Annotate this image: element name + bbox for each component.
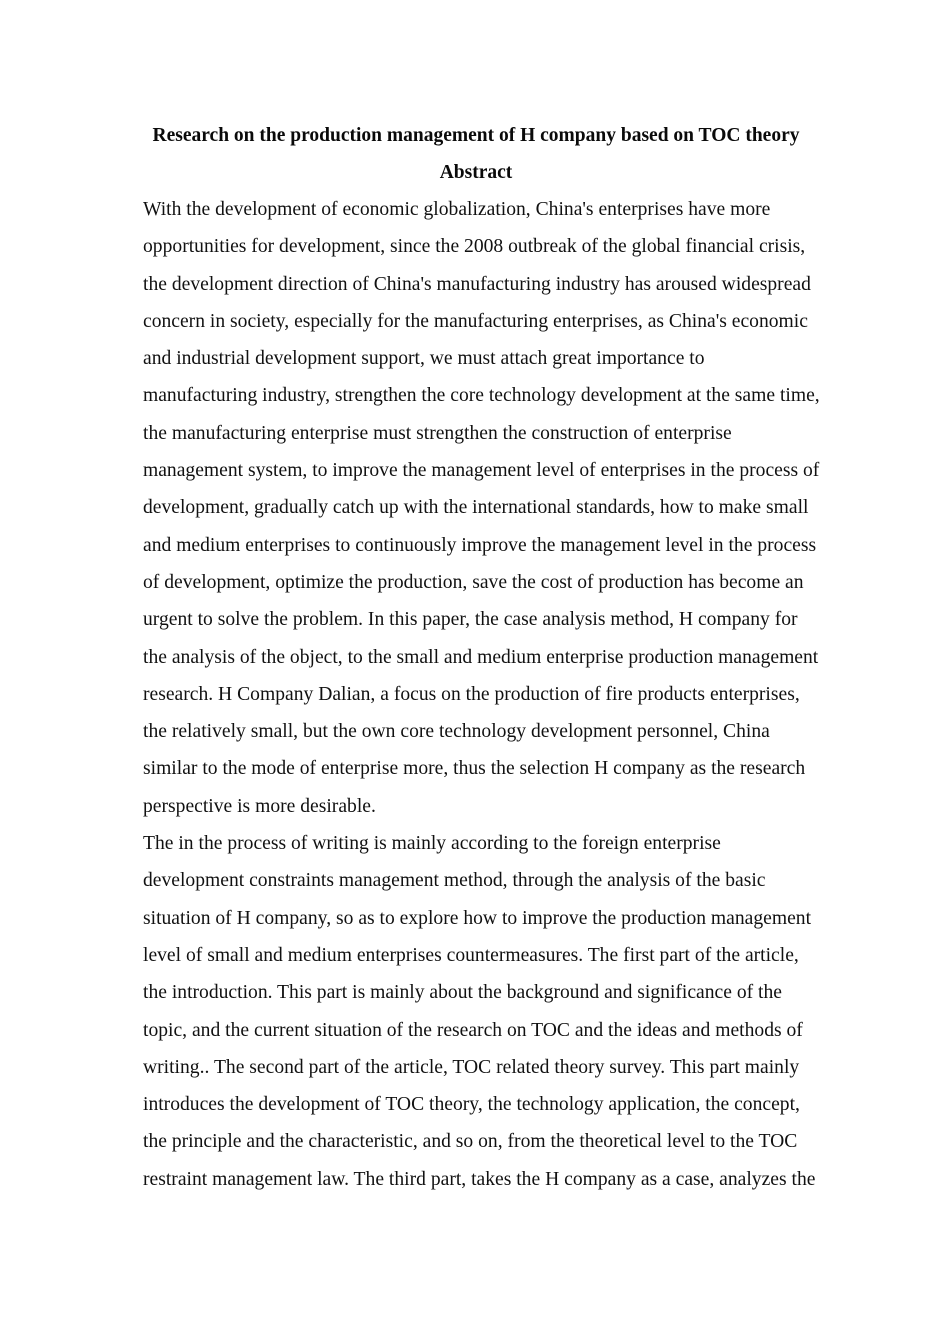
text-line: situation of H company, so as to explore how to improve the production management: [143, 907, 812, 929]
text-line: development constraints management method, through the analysis of the basic: [143, 870, 766, 892]
document-content: [143, 118, 820, 1198]
page-title: Research on the production management of H company based on TOC theory: [152, 125, 800, 146]
text-line: introduces the development of TOC theory, the technology application, the concept,: [143, 1094, 800, 1116]
text-line: the relatively small, but the own core technology development personnel, China: [143, 721, 770, 743]
text-line: and medium enterprises to continuously improve the management level in the process: [143, 534, 817, 556]
text-line: opportunities for development, since the 2008 outbreak of the global financial crisis,: [143, 236, 806, 258]
abstract-paragraph-1: [143, 191, 820, 825]
text-line: research. H Company Dalian, a focus on the production of fire products enterprises,: [143, 683, 800, 705]
text-line: concern in society, especially for the manufacturing enterprises, as China's economic: [143, 310, 808, 332]
text-line: With the development of economic globalization, China's enterprises have more: [143, 199, 771, 220]
text-line: manufacturing industry, strengthen the core technology development at the same time,: [143, 385, 820, 407]
text-line: management system, to improve the management level of enterprises in the process of: [143, 460, 820, 482]
text-line: The in the process of writing is mainly according to the foreign enterprise: [143, 833, 721, 855]
text-line: the development direction of China's manufacturing industry has aroused widespread: [143, 273, 811, 295]
abstract-body: [143, 191, 820, 1198]
text-line: restraint management law. The third part, takes the H company as a case, analyzes the: [143, 1168, 816, 1190]
text-line: the principle and the characteristic, and so on, from the theoretical level to the TOC: [143, 1131, 798, 1153]
abstract-heading: Abstract: [439, 162, 513, 183]
abstract-paragraph-2: [143, 825, 816, 1198]
text-line: perspective is more desirable.: [143, 795, 376, 817]
text-line: the introduction. This part is mainly about the background and significance of the: [143, 982, 782, 1004]
text-line: level of small and medium enterprises countermeasures. The first part of the article,: [143, 944, 799, 966]
text-line: of development, optimize the production, save the cost of production has become an: [143, 571, 804, 593]
text-line: similar to the mode of enterprise more, thus the selection H company as the research: [143, 758, 806, 780]
text-line: development, gradually catch up with the international standards, how to make small: [143, 497, 809, 519]
text-line: and industrial development support, we must attach great importance to: [143, 348, 705, 370]
text-line: writing.. The second part of the article, TOC related theory survey. This part mainly: [143, 1056, 800, 1078]
text-line: topic, and the current situation of the research on TOC and the ideas and methods of: [143, 1019, 803, 1041]
text-line: urgent to solve the problem. In this paper, the case analysis method, H company for: [143, 609, 798, 631]
text-line: the analysis of the object, to the small and medium enterprise production management: [143, 646, 819, 668]
text-line: the manufacturing enterprise must strengthen the construction of enterprise: [143, 422, 732, 444]
